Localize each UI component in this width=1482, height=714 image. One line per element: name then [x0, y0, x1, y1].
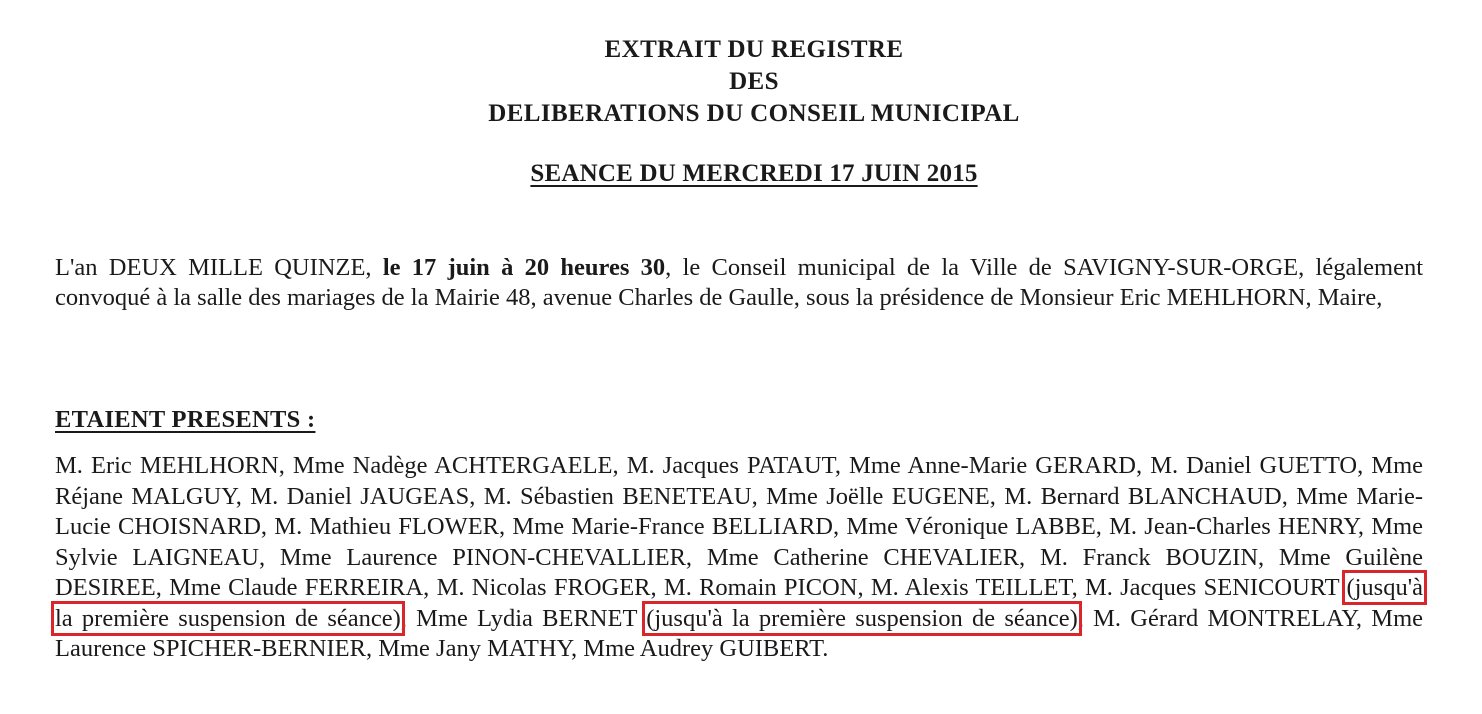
- intro-paragraph: [55, 253, 1423, 313]
- intro-text-end: , le Conseil municipal de la Ville de SAVIGNY-SUR-ORGE, légalement convoqué à la salle des mariages de la Mairie 48, avenue Charles de Gaulle, sous la présidence de Monsieur Eric MEHLHORN, Maire,: [55, 254, 1424, 311]
- presents-list-end: , M. Gérard MONTRELAY, Mme Laurence SPICHER-BERNIER, Mme Jany MATHY, Mme Audrey GUIBERT.: [55, 604, 1424, 662]
- register-header: [0, 34, 1482, 130]
- presents-list-start: M. Eric MEHLHORN, Mme Nadège ACHTERGAELE, M. Jacques PATAUT, Mme Anne-Marie GERARD, M. Daniel GUETTO, Mme Réjane MALGUY, M. Daniel JAUGEAS, M. Sébastien BENETEAU, Mme Joëlle EUGENE, M. Bernard BLANCHAUD, Mme Marie-Lucie CHOISNARD, M. Mathieu FLOWER, Mme Marie-France BELLIARD, Mme Véronique LABBE, M. Jean-Charles HENRY, Mme Sylvie LAIGNEAU, Mme Laurence PINON-CHEVALLIER, Mme Catherine CHEVALIER, M. Franck BOUZIN, Mme Guilène DESIREE, Mme Claude FERREIRA, M. Nicolas FROGER, M. Romain PICON, M. Alexis TEILLET, M. Jacques SENICOURT: [55, 452, 1423, 601]
- presents-paragraph: [55, 451, 1423, 665]
- header-line-1: EXTRAIT DU REGISTRE: [604, 36, 904, 63]
- header-line-2: DES: [729, 68, 779, 95]
- intro-text-start: L'an DEUX MILLE QUINZE,: [55, 254, 383, 281]
- header-line-3: DELIBERATIONS DU CONSEIL MUNICIPAL: [488, 100, 1020, 127]
- intro-date-time: le 17 juin à 20 heures 30: [382, 254, 666, 281]
- presents-title: ETAIENT PRESENTS :: [55, 406, 316, 433]
- presents-list-middle: , Mme Lydia BERNET: [400, 604, 647, 632]
- highlight-note-1: (jusqu'à la première suspension de séance): [55, 574, 1423, 632]
- highlight-note-2: (jusqu'à la première suspension de séance): [646, 604, 1078, 632]
- seance-title: SEANCE DU MERCREDI 17 JUIN 2015: [530, 160, 978, 187]
